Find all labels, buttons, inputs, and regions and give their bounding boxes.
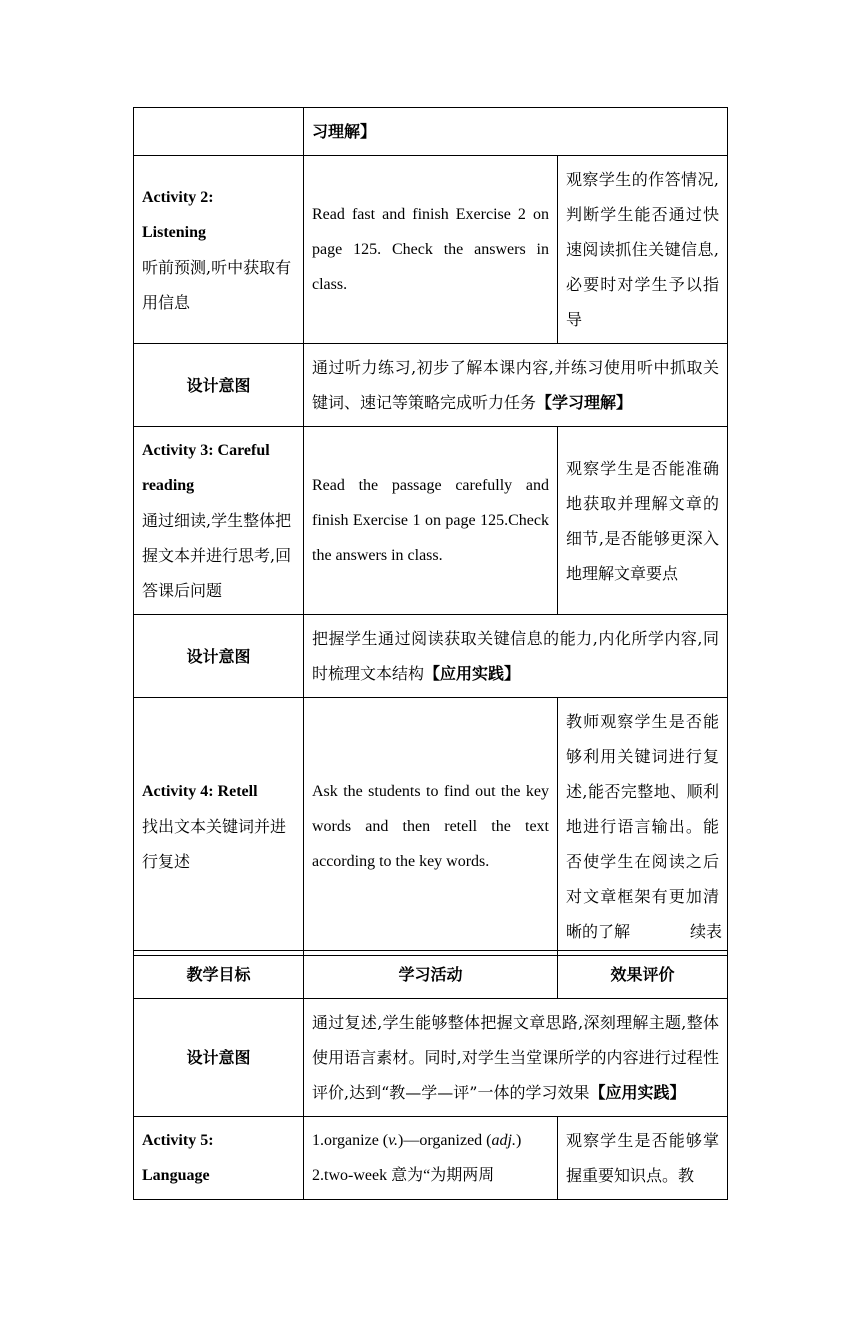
- intent-2-label: 设计意图: [134, 615, 304, 698]
- activity-5-subtitle: Language: [142, 1167, 210, 1184]
- lesson-plan-table-part2: [133, 950, 728, 1200]
- table-row-intent-3: [134, 999, 728, 1117]
- activity-2-desc: 听前预测,听中获取有用信息: [142, 257, 292, 312]
- activity-4-desc: 找出文本关键词并进行复述: [142, 817, 287, 871]
- activity-5-text: [304, 1117, 558, 1200]
- item-1-part: )—organized (: [398, 1132, 492, 1149]
- intent-1-tag: 【学习理解】: [536, 393, 633, 412]
- activity-5-evaluation: 观察学生是否能够掌握重要知识点。教: [558, 1117, 728, 1200]
- activity-4-cell: [134, 698, 304, 956]
- activity-2-title: Activity 2:: [142, 188, 214, 206]
- activity-4-text: Ask the students to find out the key words and then retell the text according to the key words.: [304, 698, 558, 956]
- activity-2-subtitle: Listening: [142, 223, 207, 241]
- activity-4-evaluation: 教师观察学生是否能够利用关键词进行复述,能否完整地、顺利地进行语言输出。能否使学生在阅读之后对文章框架有更加清晰的了解: [558, 698, 728, 956]
- intent-3-text: 通过复述,学生能够整体把握文章思路,深刻理解主题,整体使用语言素材。同时,对学生当堂课所学的内容进行过程性评价,达到“教—学—评”一体的学习效果: [312, 1013, 719, 1102]
- activity-2-cell: [134, 156, 304, 344]
- item-1-pos: v.: [388, 1132, 399, 1149]
- intent-1-text: 通过听力练习,初步了解本课内容,并练习使用听中抓取关键词、速记等策略完成听力任务: [312, 358, 720, 412]
- empty-cell: [134, 108, 304, 156]
- activity-3-title: Activity 3: Careful: [142, 442, 270, 459]
- activity-4-title: Activity 4: Retell: [142, 783, 258, 800]
- item-1-part: ): [515, 1132, 522, 1149]
- intent-1-cell: [304, 344, 728, 427]
- table-row-activity-5: [134, 1117, 728, 1200]
- activity-3-desc: 通过细读,学生整体把握文本并进行思考,回答课后问题: [142, 511, 292, 600]
- activity-5-cell: [134, 1117, 304, 1200]
- activity-5-title: Activity 5:: [142, 1132, 214, 1149]
- activity-3-subtitle: reading: [142, 477, 195, 494]
- intent-1-label: 设计意图: [134, 344, 304, 427]
- table-row-activity-2: [134, 156, 728, 344]
- activity-3-cell: [134, 427, 304, 615]
- activity-3-text: Read the passage carefully and finish Exercise 1 on page 125.Check the answers in class.: [304, 427, 558, 615]
- activity-2-evaluation: 观察学生的作答情况,判断学生能否通过快速阅读抓住关键信息,必要时对学生予以指导: [558, 156, 728, 344]
- intent-3-tag: 【应用实践】: [589, 1083, 686, 1102]
- header-learning-activity: 学习活动: [304, 951, 558, 999]
- intent-2-tag: 【应用实践】: [424, 664, 521, 683]
- activity-3-evaluation: 观察学生是否能准确地获取并理解文章的细节,是否能够更深入地理解文章要点: [558, 427, 728, 615]
- table-header-row: [134, 951, 728, 999]
- table-row-activity-3: [134, 427, 728, 615]
- lesson-plan-table-part1: [133, 107, 728, 956]
- header-evaluation: 效果评价: [558, 951, 728, 999]
- table-row-intent-2: [134, 615, 728, 698]
- intent-2-cell: [304, 615, 728, 698]
- intent-2-text: 把握学生通过阅读获取关键信息的能力,内化所学内容,同时梳理文本结构: [312, 629, 720, 683]
- table-row-activity-4: [134, 698, 728, 956]
- activity-5-item-1: [312, 1123, 549, 1158]
- table-row: [134, 108, 728, 156]
- intent-3-label: 设计意图: [134, 999, 304, 1117]
- item-1-part: 1.organize (: [312, 1132, 389, 1149]
- continued-label: 续表: [690, 922, 723, 941]
- activity-2-text: Read fast and finish Exercise 2 on page 125. Check the answers in class.: [304, 156, 558, 344]
- intent-3-cell: [304, 999, 728, 1117]
- continuation-text: 习理解】: [304, 108, 728, 156]
- activity-5-item-2: 2.two-week 意为“为期两周: [312, 1167, 495, 1184]
- table-row-intent-1: [134, 344, 728, 427]
- item-1-pos: adj.: [491, 1132, 516, 1149]
- header-teaching-goal: 教学目标: [134, 951, 304, 999]
